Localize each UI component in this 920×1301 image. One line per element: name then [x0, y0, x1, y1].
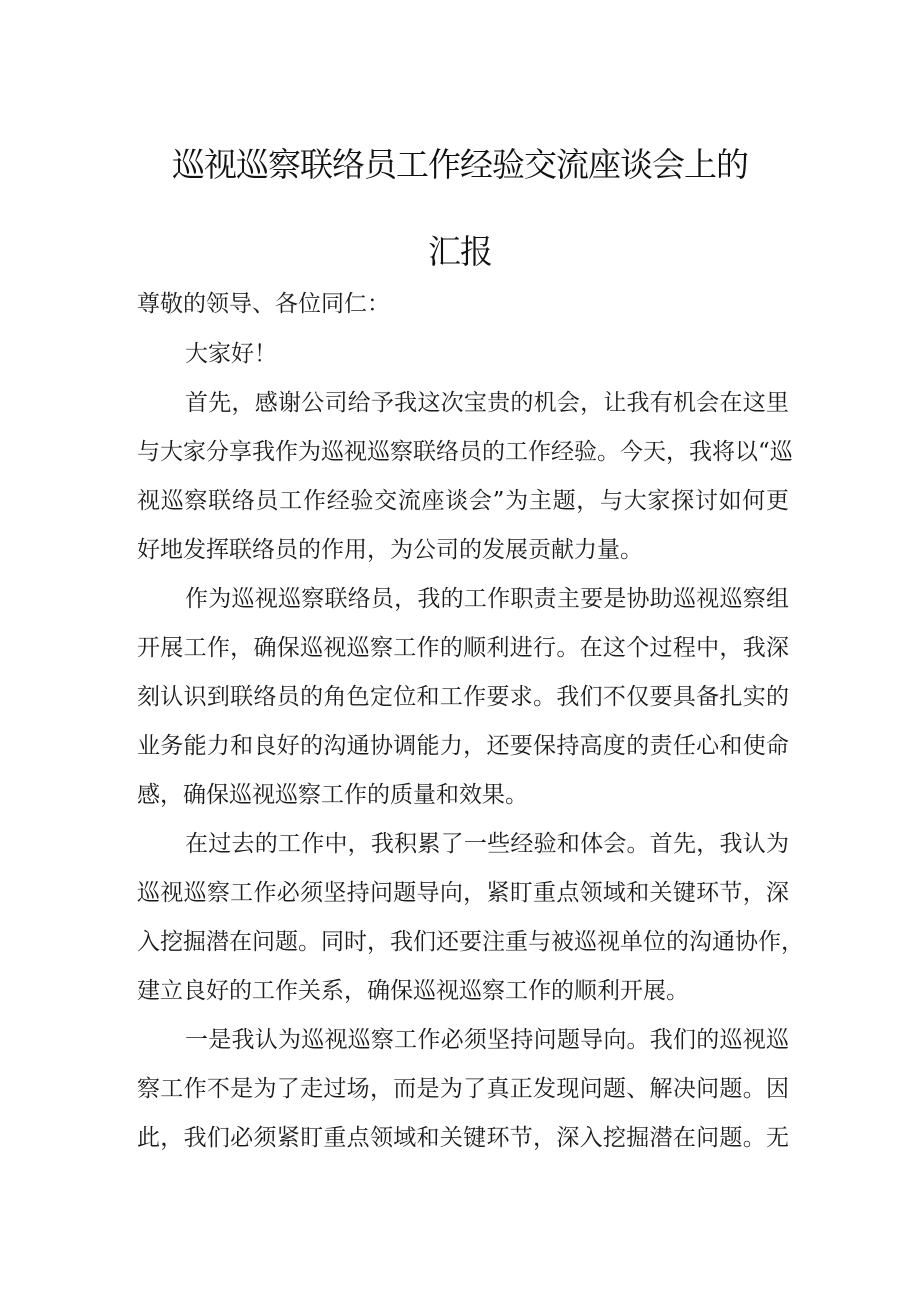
salutation: 尊敬的领导、各位同仁： [137, 291, 390, 317]
paragraph-2-line: 开展工作，确保巡视巡察工作的顺利进行。在这个过程中，我深 [137, 635, 789, 661]
paragraph-1-line: 与大家分享我作为巡视巡察联络员的工作经验。今天，我将以“巡 [137, 439, 793, 465]
paragraph-1-line: 视巡察联络员工作经验交流座谈会”为主题，与大家探讨如何更 [137, 488, 789, 514]
paragraph-2-line: 刻认识到联络员的角色定位和工作要求。我们不仅要具备扎实的 [137, 684, 789, 710]
paragraph-2-line: 作为巡视巡察联络员，我的工作职责主要是协助巡视巡察组 [185, 586, 789, 612]
paragraph-3-line: 入挖掘潜在问题。同时，我们还要注重与被巡视单位的沟通协作， [137, 929, 804, 955]
paragraph-4-line: 一是我认为巡视巡察工作必须坚持问题导向。我们的巡视巡 [185, 1027, 789, 1053]
paragraph-3-line: 在过去的工作中，我积累了一些经验和体会。首先，我认为 [185, 831, 789, 857]
paragraph-4-line: 此，我们必须紧盯重点领域和关键环节，深入挖掘潜在问题。无 [137, 1125, 789, 1151]
paragraph-2-line: 业务能力和良好的沟通协调能力，还要保持高度的责任心和使命 [137, 733, 789, 759]
paragraph-4-line: 察工作不是为了走过场，而是为了真正发现问题、解决问题。因 [137, 1076, 789, 1102]
document-title-line-1: 巡视巡察联络员工作经验交流座谈会上的 [172, 145, 748, 184]
paragraph-2-line: 感，确保巡视巡察工作的质量和效果。 [137, 782, 528, 808]
paragraph-3-line: 建立良好的工作关系，确保巡视巡察工作的顺利开展。 [137, 978, 689, 1004]
document-title-line-2: 汇报 [428, 232, 492, 271]
paragraph-3-line: 巡视巡察工作必须坚持问题导向，紧盯重点领域和关键环节，深 [137, 880, 789, 906]
paragraph-1-line: 首先，感谢公司给予我这次宝贵的机会，让我有机会在这里 [185, 390, 789, 416]
paragraph-1-line: 好地发挥联络员的作用，为公司的发展贡献力量。 [137, 537, 643, 563]
greeting: 大家好！ [185, 341, 277, 367]
